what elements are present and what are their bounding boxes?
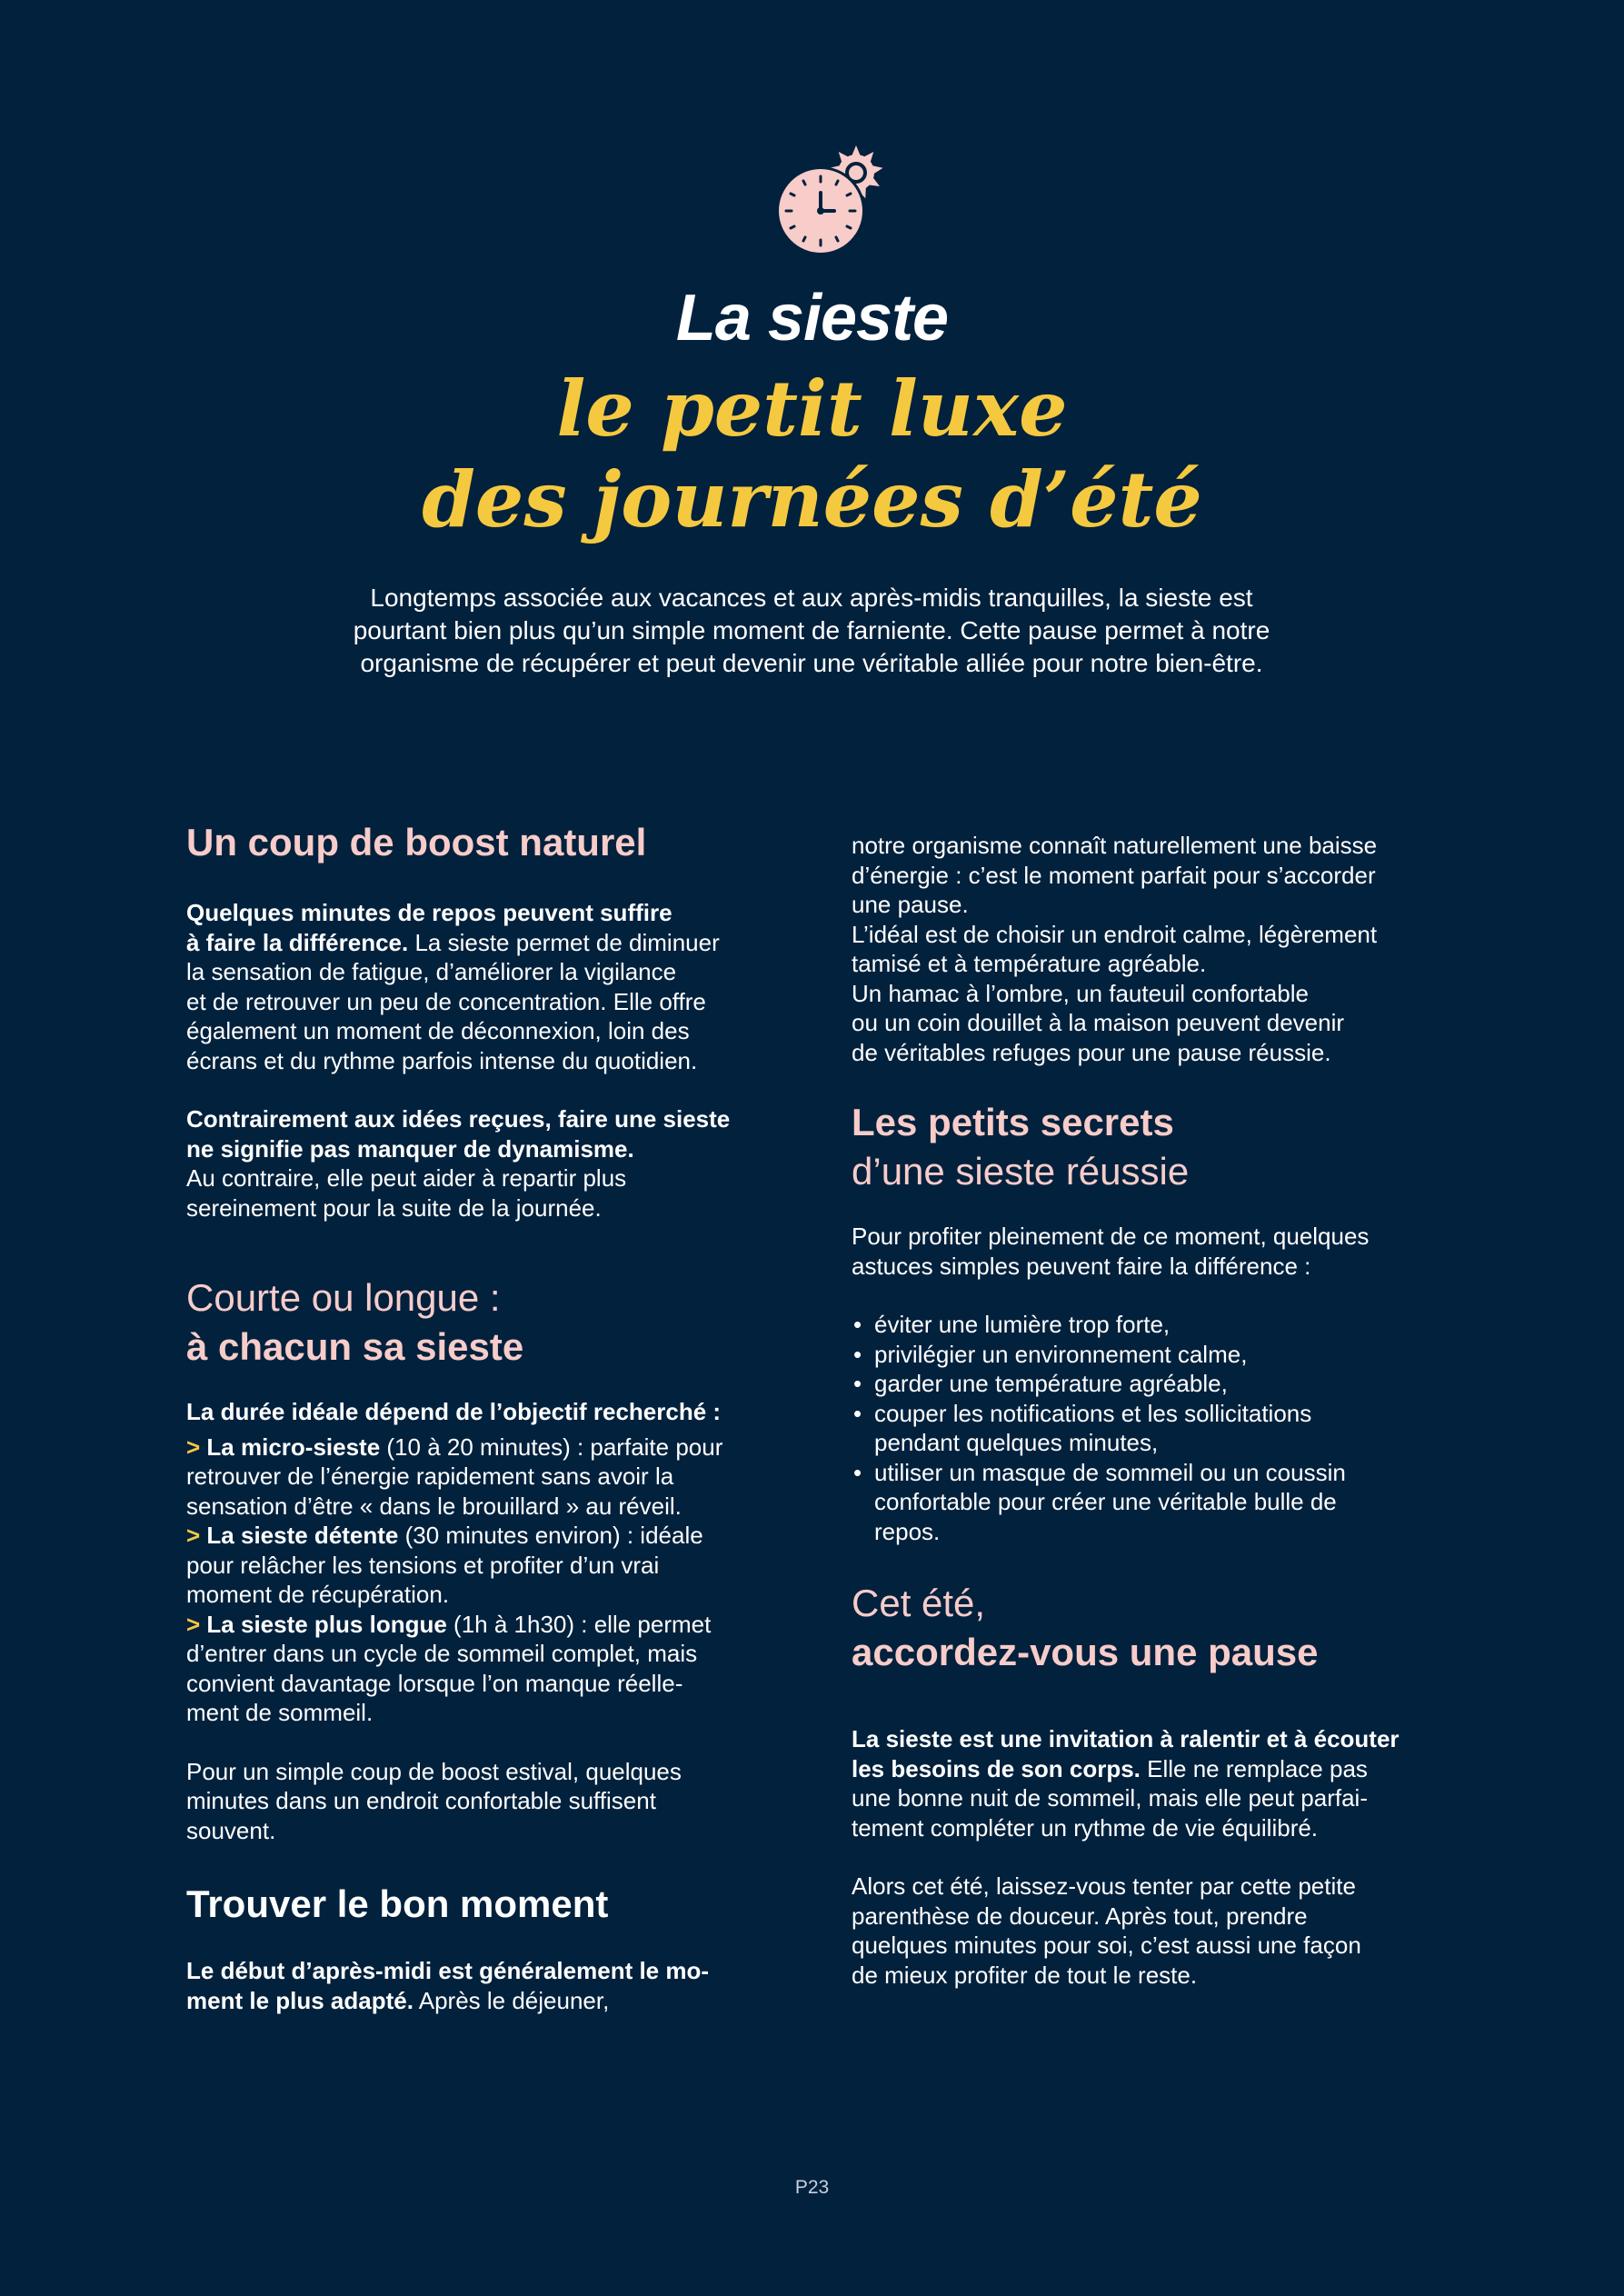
duration-text: ment de sommeil.: [186, 1699, 374, 1726]
page-subtitle-line-2: des journées d’été: [422, 454, 1202, 544]
intro-line: Longtemps associée aux vacances et aux après-midis tranquilles, la sieste est: [370, 584, 1253, 612]
micro-sieste-label: La micro-sieste: [206, 1433, 381, 1461]
duration-text: (1h à 1h30) : elle permet: [446, 1610, 712, 1638]
heading-duration-line-1: Courte ou longue :: [186, 1276, 501, 1319]
tip-text: pendant quelques minutes,: [874, 1429, 1159, 1456]
moment-text: Un hamac à l’ombre, un fauteuil confortable: [852, 979, 1309, 1007]
moment-bold-text: Le début d’après-midi est généralement le mo-: [186, 1957, 710, 1984]
boost-text: également un moment de déconnexion, loin des: [186, 1017, 690, 1044]
summer-text: quelques minutes pour soi, c’est aussi une façon: [852, 1932, 1361, 1959]
duration-text: (30 minutes environ) : idéale: [398, 1522, 703, 1549]
tip-text: • garder une température agréable,: [874, 1370, 1228, 1397]
left-column: [186, 818, 786, 2015]
heading-summer-line-1: Cet été,: [852, 1582, 986, 1624]
duration-text: moment de récupération.: [186, 1581, 450, 1608]
heading-duration-line-2: à chacun sa sieste: [186, 1325, 524, 1368]
longue-sieste-label: La sieste plus longue: [206, 1610, 447, 1638]
tip-text: • privilégier un environnement calme,: [874, 1340, 1248, 1368]
summer-text: Elle ne remplace pas: [1140, 1754, 1368, 1782]
tip-text: confortable pour créer une véritable bulle de: [874, 1488, 1337, 1515]
secrets-text: Pour profiter pleinement de ce moment, quelques: [852, 1223, 1370, 1250]
duration-lead: [186, 1397, 786, 1427]
tip-text: • éviter une lumière trop forte,: [874, 1311, 1171, 1338]
list-item: [852, 1310, 1451, 1340]
intro-line: organisme de récupérer et peut devenir une véritable alliée pour notre bien-être.: [360, 649, 1263, 677]
summer-bold-text: La sieste est une invitation à ralentir et à écouter: [852, 1725, 1400, 1752]
summer-text: de mieux profiter de tout le reste.: [852, 1961, 1198, 1989]
moment-text: L’idéal est de choisir un endroit calme, légèrement: [852, 920, 1378, 948]
duration-text: sensation d’être « dans le brouillard » au réveil.: [186, 1492, 682, 1520]
page-title: La sieste: [675, 282, 949, 354]
duration-text: d’entrer dans un cycle de sommeil complet, mais: [186, 1640, 698, 1667]
heading-secrets-line-1: Les petits secrets: [852, 1101, 1174, 1143]
boost-text: la sensation de fatigue, d’améliorer la vigilance: [186, 958, 677, 985]
moment-text: une pause.: [852, 891, 969, 918]
summer-bold-text: les besoins de son corps.: [852, 1754, 1141, 1782]
moment-text: de véritables refuges pour une pause réussie.: [852, 1038, 1331, 1066]
boost-bold-text: ne signifie pas manquer de dynamisme.: [186, 1134, 634, 1163]
boost-bold-text: Contrairement aux idées reçues, faire une sieste: [186, 1105, 731, 1133]
heading-duration: [186, 1273, 786, 1372]
arrow-marker: >: [186, 1522, 201, 1549]
boost-paragraph-1: [186, 898, 786, 1075]
moment-text: ou un coin douillet à la maison peuvent devenir: [852, 1009, 1345, 1036]
secrets-text: astuces simples peuvent faire la différence :: [852, 1252, 1311, 1280]
duration-text: (10 à 20 minutes) : parfaite pour: [380, 1433, 723, 1461]
boost-text: et de retrouver un peu de concentration. Elle offre: [186, 987, 706, 1015]
secrets-lead: [852, 1222, 1451, 1281]
duration-text: pour relâcher les tensions et profiter d’un vrai: [186, 1551, 660, 1579]
moment-text: tamisé et à température agréable.: [852, 950, 1207, 977]
boost-bold-text: à faire la différence.: [186, 928, 409, 956]
tip-text: repos.: [874, 1517, 941, 1545]
duration-lead-text: La durée idéale dépend de l’objectif recherché :: [186, 1398, 722, 1425]
moment-bold-text: ment le plus adapté.: [186, 1986, 413, 2014]
list-item: [852, 1458, 1451, 1547]
moment-text: d’énergie : c’est le moment parfait pour s’accorder: [852, 861, 1376, 889]
tip-text: • couper les notifications et les sollicitations: [874, 1399, 1312, 1427]
moment-continued: [852, 831, 1451, 1067]
summer-paragraph-2: [852, 1872, 1451, 1990]
summer-text: parenthèse de douceur. Après tout, prendre: [852, 1902, 1308, 1930]
detente-sieste-label: La sieste détente: [206, 1522, 399, 1549]
duration-text: convient davantage lorsque l’on manque réelle-: [186, 1669, 683, 1697]
duration-text: souvent.: [186, 1816, 276, 1844]
list-item: [852, 1340, 1451, 1370]
boost-paragraph-2: [186, 1104, 786, 1223]
moment-paragraph: [186, 1956, 786, 2015]
heading-boost: Un coup de boost naturel: [186, 821, 647, 863]
heading-summer: [852, 1579, 1451, 1677]
heading-moment: Trouver le bon moment: [186, 1882, 609, 1925]
intro-line: pourtant bien plus qu’un simple moment de farniente. Cette pause permet à notre: [353, 616, 1270, 644]
list-item: [852, 1399, 1451, 1458]
boost-bold-text: Quelques minutes de repos peuvent suffire: [186, 899, 673, 926]
boost-text: Au contraire, elle peut aider à repartir plus: [186, 1164, 627, 1192]
summer-text: tement compléter un rythme de vie équilibré.: [852, 1813, 1319, 1842]
summer-text: Alors cet été, laissez-vous tenter par cette petite: [852, 1872, 1356, 1900]
moment-text: notre organisme connaît naturellement une baisse: [852, 832, 1378, 859]
heading-summer-line-2: accordez-vous une pause: [852, 1631, 1319, 1673]
arrow-marker: >: [186, 1433, 201, 1461]
page-number: P23: [794, 2177, 830, 2198]
summer-text: une bonne nuit de sommeil, mais elle peut parfai-: [852, 1784, 1368, 1812]
page-subtitle-line-1: le petit luxe: [556, 364, 1068, 454]
heading-secrets: [852, 1098, 1451, 1196]
boost-text: sereinement pour la suite de la journée.: [186, 1193, 602, 1222]
sleep-clock-icon: [772, 145, 891, 264]
summer-paragraph-1: [852, 1724, 1451, 1842]
moment-text: Après le déjeuner,: [413, 1986, 610, 2014]
duration-text: retrouver de l’énergie rapidement sans avoir la: [186, 1462, 674, 1490]
duration-text: Pour un simple coup de boost estival, quelques: [186, 1757, 682, 1785]
tip-text: • utiliser un masque de sommeil ou un coussin: [874, 1458, 1346, 1486]
right-column: [852, 831, 1451, 1990]
list-item: [852, 1369, 1451, 1399]
duration-end-paragraph: [186, 1757, 786, 1846]
duration-text: minutes dans un endroit confortable suffisent: [186, 1787, 656, 1814]
boost-text: écrans et du rythme parfois intense du quotidien.: [186, 1046, 698, 1074]
duration-list: [186, 1433, 786, 1728]
boost-text: La sieste permet de diminuer: [408, 928, 720, 956]
intro-paragraph: [266, 582, 1357, 680]
tips-list: [852, 1310, 1451, 1546]
arrow-marker: >: [186, 1610, 201, 1638]
heading-secrets-line-2: d’une sieste réussie: [852, 1150, 1190, 1193]
